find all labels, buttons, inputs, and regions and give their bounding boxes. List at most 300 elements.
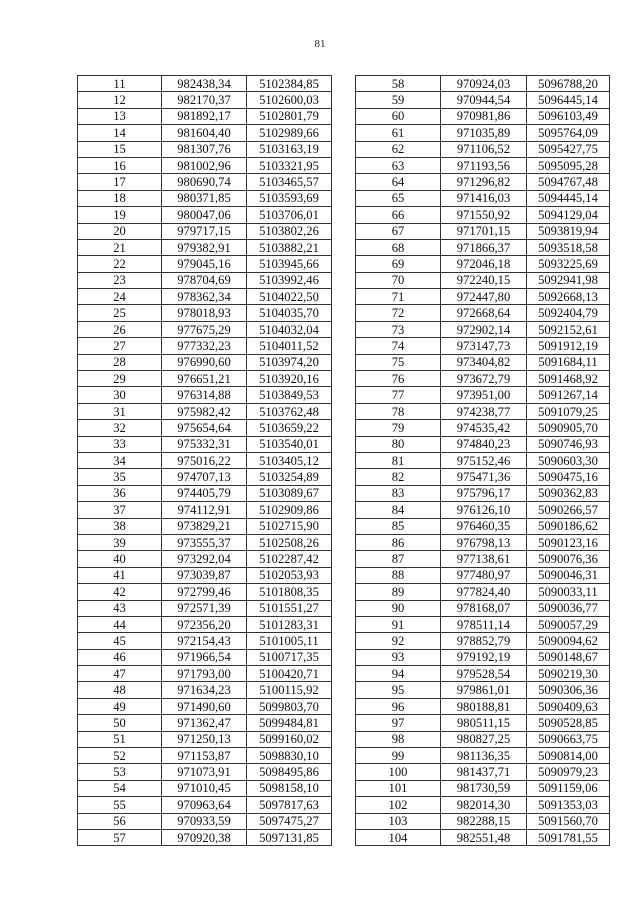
- table-row: [78, 452, 332, 468]
- x-coordinate-cell: 975152,46: [441, 452, 527, 468]
- y-coordinate-cell: 5090746,93: [527, 436, 610, 452]
- x-coordinate-cell: 971634,23: [162, 682, 247, 698]
- table-row: [78, 633, 332, 649]
- y-coordinate-cell: 5090033,11: [527, 584, 610, 600]
- y-coordinate-cell: 5101808,35: [247, 584, 332, 600]
- table-row: [356, 829, 610, 845]
- x-coordinate-cell: 971035,89: [441, 125, 527, 141]
- point-number-cell: 60: [356, 108, 441, 124]
- point-number-cell: 81: [356, 452, 441, 468]
- y-coordinate-cell: 5099803,70: [247, 698, 332, 714]
- y-coordinate-cell: 5090123,16: [527, 534, 610, 550]
- y-coordinate-cell: 5090094,62: [527, 633, 610, 649]
- table-row: [78, 190, 332, 206]
- x-coordinate-cell: 972046,18: [441, 256, 527, 272]
- table-row: [78, 567, 332, 583]
- point-number-cell: 29: [78, 371, 162, 387]
- point-number-cell: 53: [78, 764, 162, 780]
- y-coordinate-cell: 5101551,27: [247, 600, 332, 616]
- table-row: [78, 485, 332, 501]
- x-coordinate-cell: 981002,96: [162, 157, 247, 173]
- y-coordinate-cell: 5090076,36: [527, 551, 610, 567]
- point-number-cell: 28: [78, 354, 162, 370]
- point-number-cell: 93: [356, 649, 441, 665]
- point-number-cell: 101: [356, 780, 441, 796]
- x-coordinate-cell: 978852,79: [441, 633, 527, 649]
- y-coordinate-cell: 5095427,75: [527, 141, 610, 157]
- y-coordinate-cell: 5102287,42: [247, 551, 332, 567]
- y-coordinate-cell: 5102989,66: [247, 125, 332, 141]
- y-coordinate-cell: 5103882,21: [247, 239, 332, 255]
- y-coordinate-cell: 5091159,06: [527, 780, 610, 796]
- point-number-cell: 40: [78, 551, 162, 567]
- point-number-cell: 79: [356, 420, 441, 436]
- x-coordinate-cell: 972902,14: [441, 321, 527, 337]
- y-coordinate-cell: 5100115,92: [247, 682, 332, 698]
- point-number-cell: 63: [356, 157, 441, 173]
- x-coordinate-cell: 970981,86: [441, 108, 527, 124]
- x-coordinate-cell: 982551,48: [441, 829, 527, 845]
- x-coordinate-cell: 970963,64: [162, 797, 247, 813]
- y-coordinate-cell: 5090362,83: [527, 485, 610, 501]
- point-number-cell: 25: [78, 305, 162, 321]
- y-coordinate-cell: 5098158,10: [247, 780, 332, 796]
- table-row: [78, 551, 332, 567]
- point-number-cell: 100: [356, 764, 441, 780]
- point-number-cell: 22: [78, 256, 162, 272]
- point-number-cell: 67: [356, 223, 441, 239]
- x-coordinate-cell: 974535,42: [441, 420, 527, 436]
- x-coordinate-cell: 975471,36: [441, 469, 527, 485]
- x-coordinate-cell: 971550,92: [441, 207, 527, 223]
- y-coordinate-cell: 5100717,35: [247, 649, 332, 665]
- table-row: [78, 92, 332, 108]
- point-number-cell: 87: [356, 551, 441, 567]
- table-row: [356, 780, 610, 796]
- table-row: [356, 748, 610, 764]
- x-coordinate-cell: 981892,17: [162, 108, 247, 124]
- table-row: [78, 157, 332, 173]
- table-row: [78, 207, 332, 223]
- y-coordinate-cell: 5097817,63: [247, 797, 332, 813]
- x-coordinate-cell: 970933,59: [162, 813, 247, 829]
- x-coordinate-cell: 977138,61: [441, 551, 527, 567]
- table-row: [356, 174, 610, 190]
- x-coordinate-cell: 972799,46: [162, 584, 247, 600]
- x-coordinate-cell: 971010,45: [162, 780, 247, 796]
- table-row: [356, 698, 610, 714]
- point-number-cell: 19: [78, 207, 162, 223]
- table-row: [78, 600, 332, 616]
- x-coordinate-cell: 971106,52: [441, 141, 527, 157]
- x-coordinate-cell: 978704,69: [162, 272, 247, 288]
- y-coordinate-cell: 5094445,14: [527, 190, 610, 206]
- y-coordinate-cell: 5092941,98: [527, 272, 610, 288]
- x-coordinate-cell: 980690,74: [162, 174, 247, 190]
- point-number-cell: 86: [356, 534, 441, 550]
- point-number-cell: 104: [356, 829, 441, 845]
- point-number-cell: 90: [356, 600, 441, 616]
- x-coordinate-cell: 971966,54: [162, 649, 247, 665]
- y-coordinate-cell: 5099484,81: [247, 715, 332, 731]
- table-row: [78, 387, 332, 403]
- point-number-cell: 89: [356, 584, 441, 600]
- y-coordinate-cell: 5103974,20: [247, 354, 332, 370]
- y-coordinate-cell: 5090814,00: [527, 748, 610, 764]
- point-number-cell: 58: [356, 76, 441, 92]
- table-row: [78, 403, 332, 419]
- x-coordinate-cell: 971490,60: [162, 698, 247, 714]
- y-coordinate-cell: 5091781,55: [527, 829, 610, 845]
- x-coordinate-cell: 971250,13: [162, 731, 247, 747]
- y-coordinate-cell: 5102909,86: [247, 502, 332, 518]
- table-row: [78, 272, 332, 288]
- y-coordinate-cell: 5090057,29: [527, 616, 610, 632]
- point-number-cell: 56: [78, 813, 162, 829]
- point-number-cell: 49: [78, 698, 162, 714]
- y-coordinate-cell: 5094129,04: [527, 207, 610, 223]
- x-coordinate-cell: 974405,79: [162, 485, 247, 501]
- x-coordinate-cell: 982288,15: [441, 813, 527, 829]
- point-number-cell: 71: [356, 289, 441, 305]
- table-row: [78, 141, 332, 157]
- table-row: [78, 436, 332, 452]
- point-number-cell: 12: [78, 92, 162, 108]
- table-row: [356, 387, 610, 403]
- table-row: [78, 616, 332, 632]
- x-coordinate-cell: 980827,25: [441, 731, 527, 747]
- y-coordinate-cell: 5103659,22: [247, 420, 332, 436]
- table-row: [356, 141, 610, 157]
- point-number-cell: 20: [78, 223, 162, 239]
- x-coordinate-cell: 971793,00: [162, 666, 247, 682]
- point-number-cell: 83: [356, 485, 441, 501]
- x-coordinate-cell: 981730,59: [441, 780, 527, 796]
- x-coordinate-cell: 974707,13: [162, 469, 247, 485]
- point-number-cell: 23: [78, 272, 162, 288]
- y-coordinate-cell: 5103945,66: [247, 256, 332, 272]
- y-coordinate-cell: 5097131,85: [247, 829, 332, 845]
- table-row: [356, 649, 610, 665]
- x-coordinate-cell: 981136,35: [441, 748, 527, 764]
- table-row: [356, 92, 610, 108]
- x-coordinate-cell: 971153,87: [162, 748, 247, 764]
- point-number-cell: 17: [78, 174, 162, 190]
- x-coordinate-cell: 971193,56: [441, 157, 527, 173]
- point-number-cell: 47: [78, 666, 162, 682]
- point-number-cell: 30: [78, 387, 162, 403]
- point-number-cell: 37: [78, 502, 162, 518]
- x-coordinate-cell: 976651,21: [162, 371, 247, 387]
- x-coordinate-cell: 971362,47: [162, 715, 247, 731]
- y-coordinate-cell: 5102801,79: [247, 108, 332, 124]
- x-coordinate-cell: 979861,01: [441, 682, 527, 698]
- x-coordinate-cell: 976314,88: [162, 387, 247, 403]
- x-coordinate-cell: 978511,14: [441, 616, 527, 632]
- point-number-cell: 57: [78, 829, 162, 845]
- x-coordinate-cell: 979717,15: [162, 223, 247, 239]
- table-row: [356, 518, 610, 534]
- y-coordinate-cell: 5103920,16: [247, 371, 332, 387]
- x-coordinate-cell: 976460,35: [441, 518, 527, 534]
- table-row: [78, 731, 332, 747]
- y-coordinate-cell: 5090148,67: [527, 649, 610, 665]
- x-coordinate-cell: 973147,73: [441, 338, 527, 354]
- y-coordinate-cell: 5098830,10: [247, 748, 332, 764]
- x-coordinate-cell: 974112,91: [162, 502, 247, 518]
- point-number-cell: 73: [356, 321, 441, 337]
- y-coordinate-cell: 5090409,63: [527, 698, 610, 714]
- point-number-cell: 14: [78, 125, 162, 141]
- table-row: [78, 305, 332, 321]
- y-coordinate-cell: 5091560,70: [527, 813, 610, 829]
- point-number-cell: 94: [356, 666, 441, 682]
- y-coordinate-cell: 5103762,48: [247, 403, 332, 419]
- table-row: [78, 420, 332, 436]
- x-coordinate-cell: 979192,19: [441, 649, 527, 665]
- y-coordinate-cell: 5090979,23: [527, 764, 610, 780]
- point-number-cell: 92: [356, 633, 441, 649]
- x-coordinate-cell: 975332,31: [162, 436, 247, 452]
- y-coordinate-cell: 5098495,86: [247, 764, 332, 780]
- table-row: [356, 436, 610, 452]
- table-row: [356, 469, 610, 485]
- y-coordinate-cell: 5096445,14: [527, 92, 610, 108]
- x-coordinate-cell: 981437,71: [441, 764, 527, 780]
- table-row: [356, 715, 610, 731]
- table-row: [78, 682, 332, 698]
- x-coordinate-cell: 977480,97: [441, 567, 527, 583]
- x-coordinate-cell: 971073,91: [162, 764, 247, 780]
- x-coordinate-cell: 982170,37: [162, 92, 247, 108]
- table-row: [78, 321, 332, 337]
- table-row: [78, 518, 332, 534]
- table-row: [78, 813, 332, 829]
- y-coordinate-cell: 5093518,58: [527, 239, 610, 255]
- y-coordinate-cell: 5104032,04: [247, 321, 332, 337]
- table-row: [356, 207, 610, 223]
- table-row: [78, 469, 332, 485]
- y-coordinate-cell: 5090046,31: [527, 567, 610, 583]
- y-coordinate-cell: 5090528,85: [527, 715, 610, 731]
- x-coordinate-cell: 973555,37: [162, 534, 247, 550]
- point-number-cell: 64: [356, 174, 441, 190]
- x-coordinate-cell: 972571,39: [162, 600, 247, 616]
- y-coordinate-cell: 5091684,11: [527, 354, 610, 370]
- table-row: [78, 698, 332, 714]
- point-number-cell: 44: [78, 616, 162, 632]
- y-coordinate-cell: 5102715,90: [247, 518, 332, 534]
- y-coordinate-cell: 5102053,93: [247, 567, 332, 583]
- x-coordinate-cell: 973292,04: [162, 551, 247, 567]
- y-coordinate-cell: 5090475,16: [527, 469, 610, 485]
- point-number-cell: 91: [356, 616, 441, 632]
- table-row: [356, 272, 610, 288]
- x-coordinate-cell: 978018,93: [162, 305, 247, 321]
- x-coordinate-cell: 978168,07: [441, 600, 527, 616]
- y-coordinate-cell: 5090219,30: [527, 666, 610, 682]
- y-coordinate-cell: 5103849,53: [247, 387, 332, 403]
- point-number-cell: 21: [78, 239, 162, 255]
- x-coordinate-cell: 974840,23: [441, 436, 527, 452]
- x-coordinate-cell: 973829,21: [162, 518, 247, 534]
- y-coordinate-cell: 5096788,20: [527, 76, 610, 92]
- point-number-cell: 35: [78, 469, 162, 485]
- y-coordinate-cell: 5091353,03: [527, 797, 610, 813]
- table-row: [356, 485, 610, 501]
- y-coordinate-cell: 5093225,69: [527, 256, 610, 272]
- point-number-cell: 55: [78, 797, 162, 813]
- point-number-cell: 16: [78, 157, 162, 173]
- table-row: [356, 731, 610, 747]
- x-coordinate-cell: 970920,38: [162, 829, 247, 845]
- x-coordinate-cell: 980188,81: [441, 698, 527, 714]
- table-row: [356, 797, 610, 813]
- page-number: 81: [314, 38, 326, 50]
- x-coordinate-cell: 975016,22: [162, 452, 247, 468]
- table-row: [356, 682, 610, 698]
- y-coordinate-cell: 5103992,46: [247, 272, 332, 288]
- point-number-cell: 62: [356, 141, 441, 157]
- y-coordinate-cell: 5091267,14: [527, 387, 610, 403]
- point-number-cell: 96: [356, 698, 441, 714]
- x-coordinate-cell: 975796,17: [441, 485, 527, 501]
- table-row: [356, 551, 610, 567]
- y-coordinate-cell: 5104035,70: [247, 305, 332, 321]
- point-number-cell: 77: [356, 387, 441, 403]
- y-coordinate-cell: 5090306,36: [527, 682, 610, 698]
- y-coordinate-cell: 5095095,28: [527, 157, 610, 173]
- table-row: [78, 502, 332, 518]
- x-coordinate-cell: 981604,40: [162, 125, 247, 141]
- point-number-cell: 85: [356, 518, 441, 534]
- table-row: [356, 764, 610, 780]
- table-row: [78, 354, 332, 370]
- point-number-cell: 76: [356, 371, 441, 387]
- y-coordinate-cell: 5090266,57: [527, 502, 610, 518]
- x-coordinate-cell: 982014,30: [441, 797, 527, 813]
- point-number-cell: 46: [78, 649, 162, 665]
- table-row: [78, 239, 332, 255]
- point-number-cell: 70: [356, 272, 441, 288]
- table-row: [356, 321, 610, 337]
- table-row: [356, 502, 610, 518]
- table-row: [78, 829, 332, 845]
- y-coordinate-cell: 5103163,19: [247, 141, 332, 157]
- y-coordinate-cell: 5092404,79: [527, 305, 610, 321]
- y-coordinate-cell: 5102600,03: [247, 92, 332, 108]
- x-coordinate-cell: 972447,80: [441, 289, 527, 305]
- x-coordinate-cell: 973951,00: [441, 387, 527, 403]
- point-number-cell: 54: [78, 780, 162, 796]
- table-row: [78, 371, 332, 387]
- y-coordinate-cell: 5103321,95: [247, 157, 332, 173]
- point-number-cell: 41: [78, 567, 162, 583]
- table-row: [356, 813, 610, 829]
- y-coordinate-cell: 5090905,70: [527, 420, 610, 436]
- point-number-cell: 45: [78, 633, 162, 649]
- x-coordinate-cell: 977332,23: [162, 338, 247, 354]
- point-number-cell: 48: [78, 682, 162, 698]
- x-coordinate-cell: 972240,15: [441, 272, 527, 288]
- y-coordinate-cell: 5103089,67: [247, 485, 332, 501]
- y-coordinate-cell: 5103465,57: [247, 174, 332, 190]
- table-row: [356, 289, 610, 305]
- point-number-cell: 33: [78, 436, 162, 452]
- point-number-cell: 74: [356, 338, 441, 354]
- x-coordinate-cell: 974238,77: [441, 403, 527, 419]
- point-number-cell: 68: [356, 239, 441, 255]
- point-number-cell: 66: [356, 207, 441, 223]
- point-number-cell: 72: [356, 305, 441, 321]
- point-number-cell: 34: [78, 452, 162, 468]
- point-number-cell: 61: [356, 125, 441, 141]
- point-number-cell: 84: [356, 502, 441, 518]
- y-coordinate-cell: 5100420,71: [247, 666, 332, 682]
- y-coordinate-cell: 5091468,92: [527, 371, 610, 387]
- table-row: [78, 780, 332, 796]
- table-row: [356, 616, 610, 632]
- point-number-cell: 75: [356, 354, 441, 370]
- x-coordinate-cell: 981307,76: [162, 141, 247, 157]
- y-coordinate-cell: 5094767,48: [527, 174, 610, 190]
- point-number-cell: 65: [356, 190, 441, 206]
- point-number-cell: 15: [78, 141, 162, 157]
- y-coordinate-cell: 5103540,01: [247, 436, 332, 452]
- point-number-cell: 97: [356, 715, 441, 731]
- y-coordinate-cell: 5104022,50: [247, 289, 332, 305]
- x-coordinate-cell: 970944,54: [441, 92, 527, 108]
- point-number-cell: 102: [356, 797, 441, 813]
- table-row: [356, 666, 610, 682]
- table-row: [356, 239, 610, 255]
- x-coordinate-cell: 977675,29: [162, 321, 247, 337]
- point-number-cell: 98: [356, 731, 441, 747]
- x-coordinate-cell: 973039,87: [162, 567, 247, 583]
- point-number-cell: 103: [356, 813, 441, 829]
- x-coordinate-cell: 973404,82: [441, 354, 527, 370]
- table-row: [356, 190, 610, 206]
- y-coordinate-cell: 5090036,77: [527, 600, 610, 616]
- y-coordinate-cell: 5104011,52: [247, 338, 332, 354]
- point-number-cell: 11: [78, 76, 162, 92]
- table-row: [78, 715, 332, 731]
- table-row: [356, 534, 610, 550]
- x-coordinate-cell: 980511,15: [441, 715, 527, 731]
- y-coordinate-cell: 5103593,69: [247, 190, 332, 206]
- point-number-cell: 43: [78, 600, 162, 616]
- y-coordinate-cell: 5097475,27: [247, 813, 332, 829]
- x-coordinate-cell: 979528,54: [441, 666, 527, 682]
- point-number-cell: 51: [78, 731, 162, 747]
- point-number-cell: 59: [356, 92, 441, 108]
- x-coordinate-cell: 980047,06: [162, 207, 247, 223]
- y-coordinate-cell: 5091079,25: [527, 403, 610, 419]
- point-number-cell: 27: [78, 338, 162, 354]
- x-coordinate-cell: 971416,03: [441, 190, 527, 206]
- table-row: [78, 666, 332, 682]
- table-row: [356, 338, 610, 354]
- table-row: [78, 764, 332, 780]
- point-number-cell: 38: [78, 518, 162, 534]
- y-coordinate-cell: 5101005,11: [247, 633, 332, 649]
- table-row: [356, 125, 610, 141]
- point-number-cell: 95: [356, 682, 441, 698]
- point-number-cell: 52: [78, 748, 162, 764]
- table-row: [78, 797, 332, 813]
- table-row: [356, 76, 610, 92]
- point-number-cell: 32: [78, 420, 162, 436]
